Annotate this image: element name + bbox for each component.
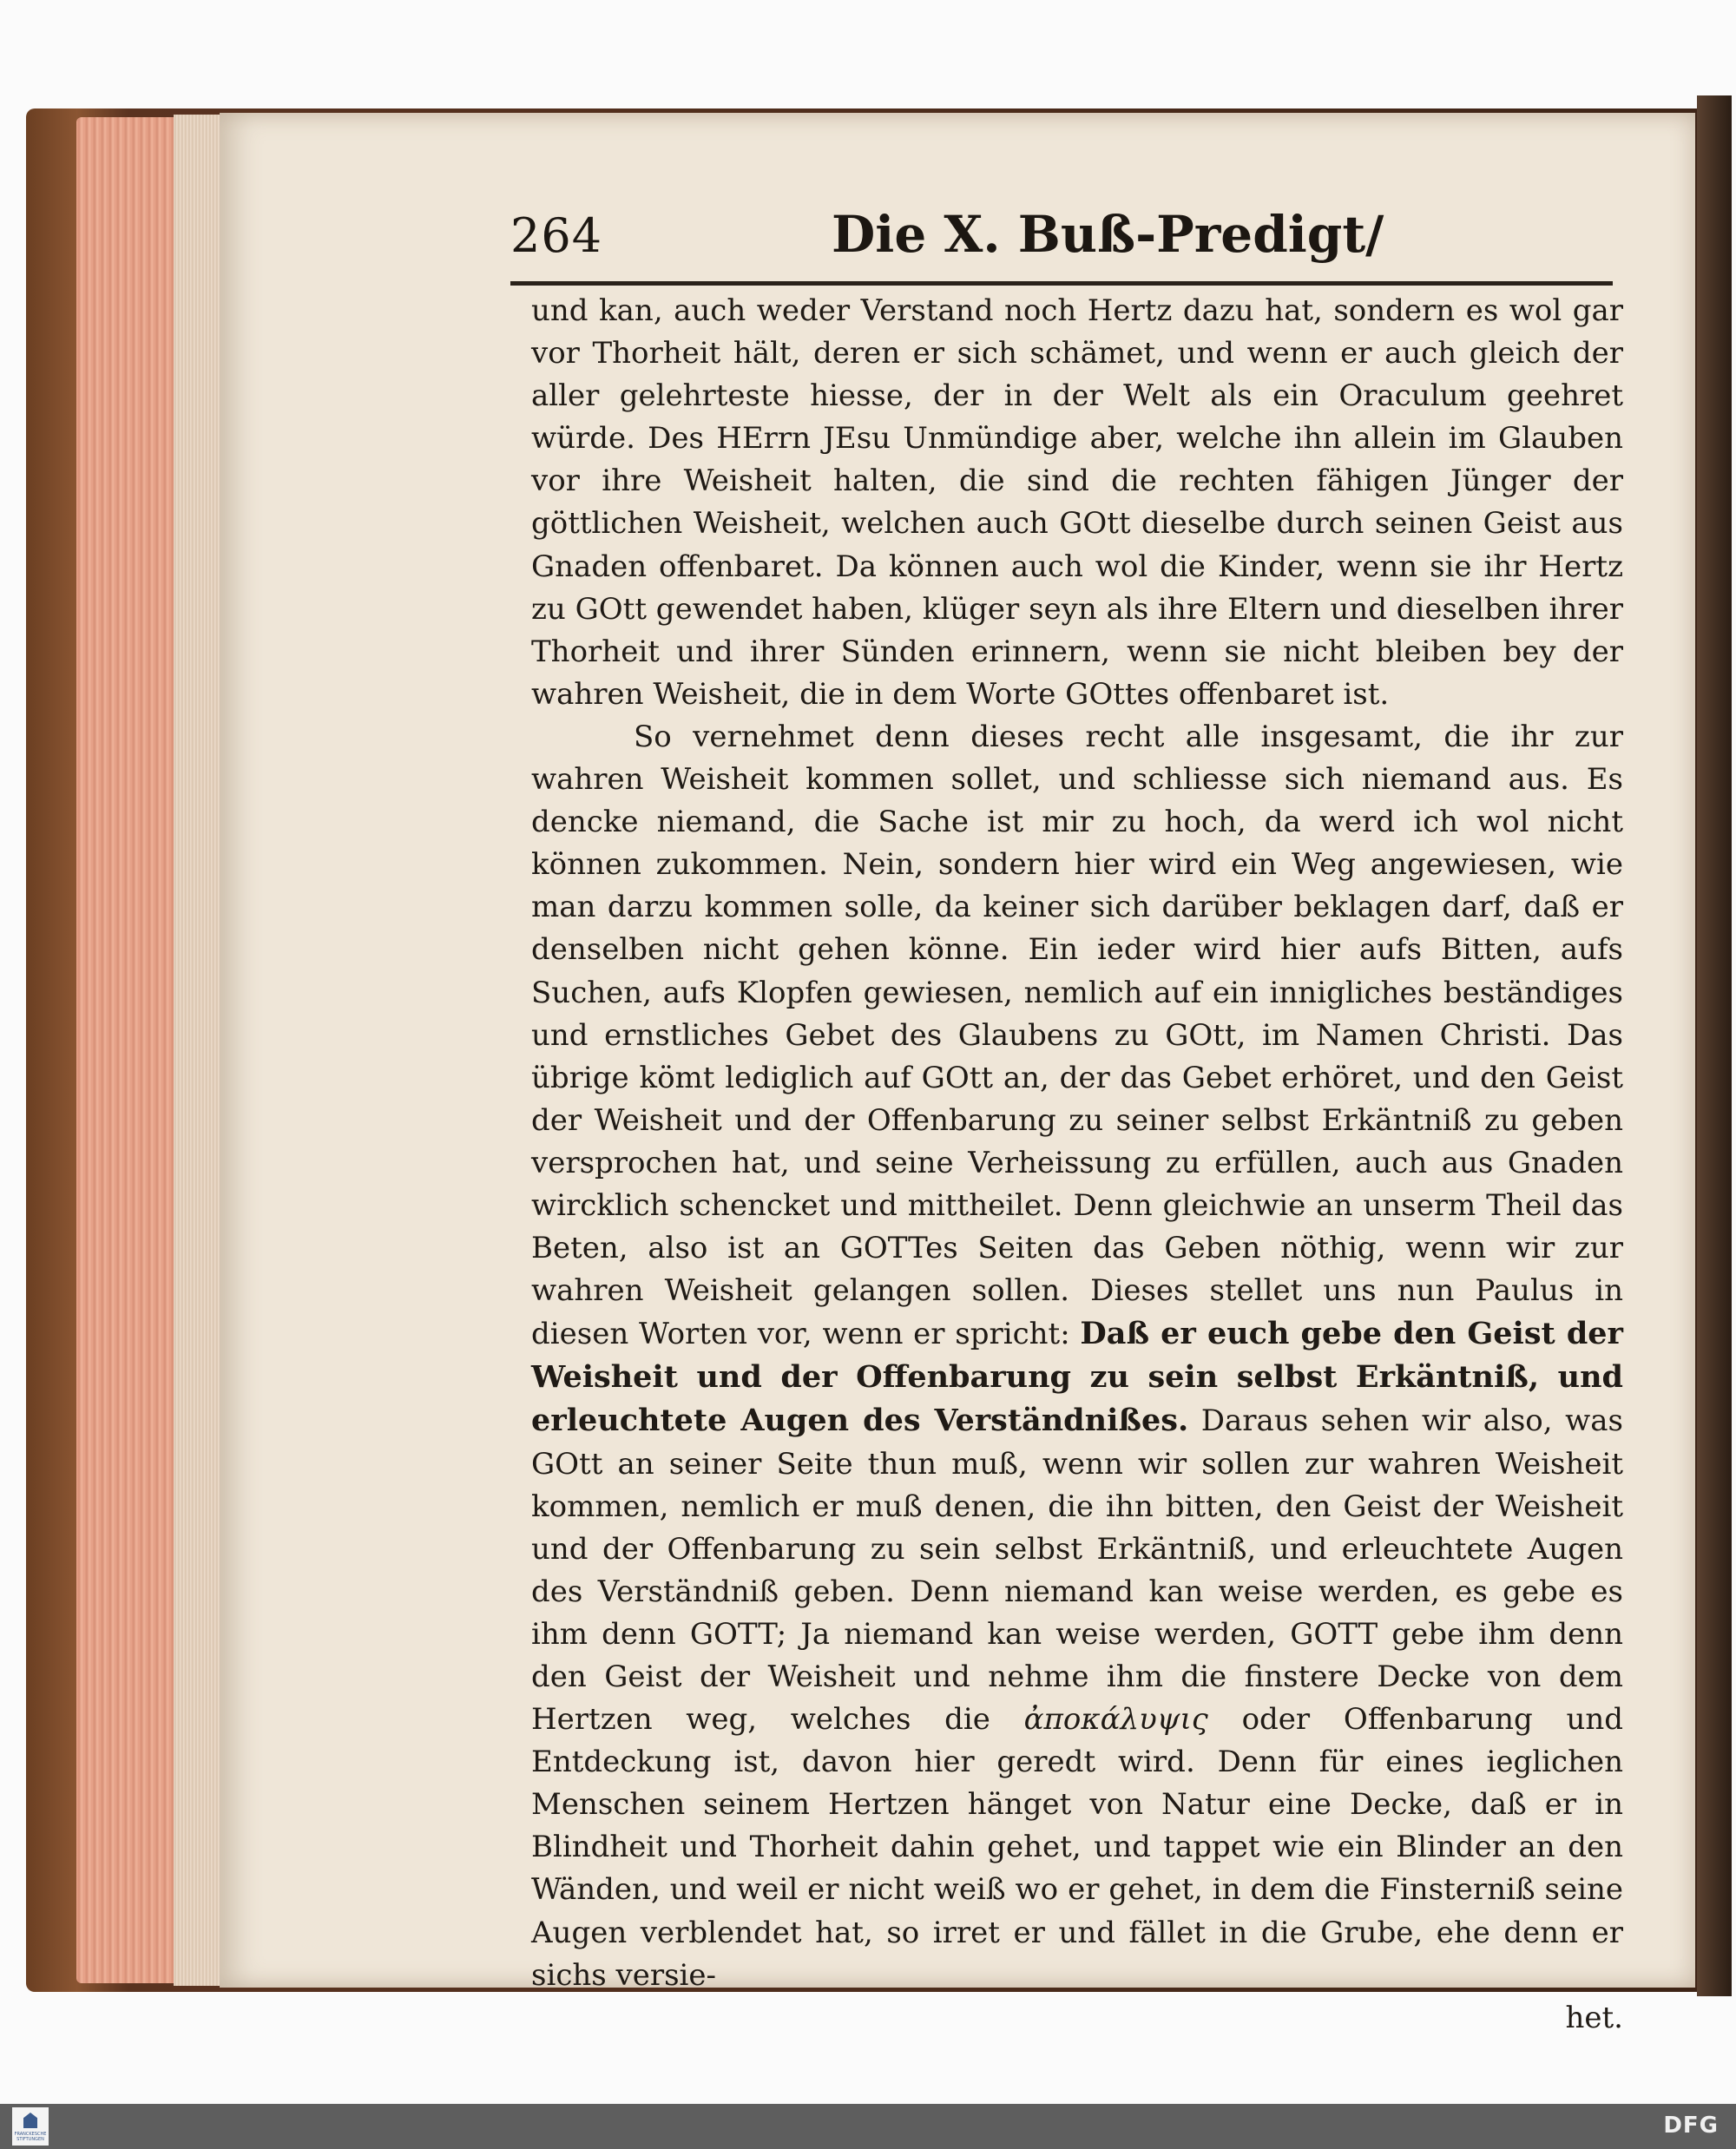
- paragraph-2: [531, 716, 1623, 1997]
- paragraph-2-text: So vernehmet denn dieses recht alle insgesamt, die ihr zur wahren Weisheit kommen sollet, und schliesse sich niemand aus. Es dencke niemand, die Sache ist mir zu hoch, da werd ich wol nicht können zukommen. Nein, sondern hier wird ein Weg angewiesen, wie man darzu kommen solle, da keiner sich darüber beklagen darf, daß er denselben nicht gehen könne. Ein ieder wird hier aufs Bitten, aufs Suchen, aufs Klopfen gewiesen, nemlich auf ein innigliches beständiges und ernstliches Gebet des Glaubens zu GOtt, im Namen Christi. Das übrige kömt lediglich auf GOtt an, der das Gebet erhöret, und den Geist der Weisheit und der Offenbarung zu seiner selbst Erkäntniß zu geben versprochen hat, und seine Verheissung zu erfüllen, auch aus Gnaden wircklich schencket und mittheilet. Denn gleichwie an unserm Theil das Beten, also ist an GOTTes Seiten das Geben nöthig, wenn wir zur wahren Weisheit gelangen sollen. Dieses stellet uns nun Paulus in diesen Worten vor, wenn er spricht:: [531, 719, 1623, 1352]
- library-logo-icon: [23, 2113, 37, 2128]
- paragraph-1: und kan, auch weder Verstand noch Hertz dazu hat, sondern es wol gar vor Thorheit hält, deren er sich schämet, und wenn er auch gleich der aller gelehrteste hiesse, der in der Welt als ein Oraculum geehret würde. Des HErrn JEsu Unmündige aber, welche ihn allein im Glauben vor ihre Weisheit halten, die sind die rechten fähigen Jünger der göttlichen Weisheit, welchen auch GOtt dieselbe durch seinen Geist aus Gnaden offenbaret. Da können auch wol die Kinder, wenn sie ihr Hertz zu GOtt gewendet haben, klüger seyn als ihre Eltern und dieselben ihrer Thorheit und ihrer Sünden erinnern, wenn sie nicht bleiben bey der wahren Weisheit, die in dem Worte GOttes offenbaret ist.: [531, 293, 1623, 712]
- library-logo-text: FRANCKESCHE STIFTUNGEN: [14, 2132, 47, 2142]
- viewer-footer-bar: [0, 2104, 1736, 2149]
- paragraph-2-ending: oder Offenbarung und Entdeckung ist, davon hier geredt wird. Denn für eines ieglichen Menschen seinem Hertzen hänget von Natur eine Decke, daß er in Blindheit und Thorheit dahin gehet, und tappet wie ein Blinder an den Wänden, und weil er nicht weiß wo er gehet, in dem die Finsterniß seine Augen verblendet hat, so irret er und fället in die Grube, ehe denn er sichs versie-: [531, 1702, 1624, 1993]
- dfg-logo[interactable]: DFG: [1663, 2113, 1719, 2139]
- page-header: [510, 205, 1656, 278]
- running-head: Die X. Buß-Predigt/: [832, 205, 1384, 264]
- page-text: [531, 290, 1623, 2040]
- greek-word: ἀποκάλυψις: [1023, 1702, 1208, 1738]
- library-logo[interactable]: [12, 2107, 49, 2146]
- scripture-quote: Daß er euch gebe den Geist der Weisheit und der Offenbarung zu sein selbst Erkäntniß, und erleuchtete Augen des Verständnißes.: [531, 1316, 1624, 1439]
- page-number: 264: [510, 208, 603, 263]
- header-rule: [510, 281, 1613, 286]
- catchword: het.: [1565, 2000, 1623, 2035]
- facing-page-edge: [1697, 95, 1732, 1996]
- paragraph-2-continuation: Daraus sehen wir also, was GOtt an seiner Seite thun muß, wenn wir sollen zur wahren Weisheit kommen, nemlich er muß denen, die ihn bitten, den Geist der Weisheit und der Offenbarung zu sein selbst Erkäntniß, und erleuchtete Augen des Verständniß geben. Denn niemand kan weise werden, es gebe es ihm denn GOTT; Ja niemand kan weise werden, GOTT gebe ihm denn den Geist der Weisheit und nehme ihm die finstere Decke von dem Hertzen weg, welches die: [531, 1403, 1623, 1738]
